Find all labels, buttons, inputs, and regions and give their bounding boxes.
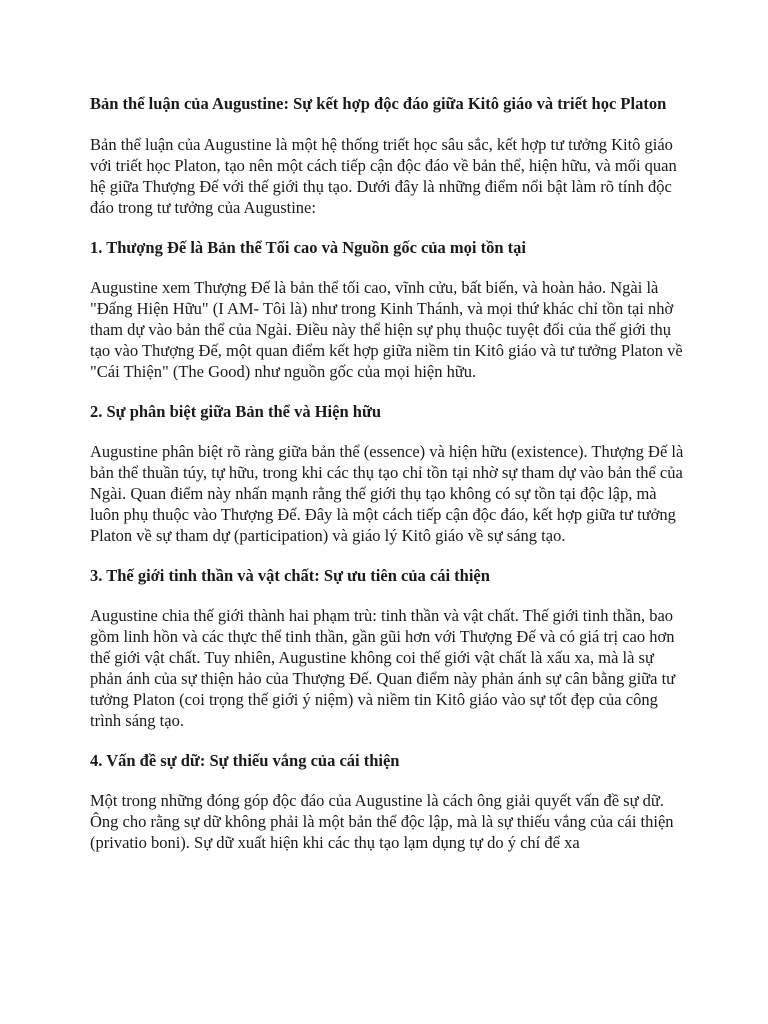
section-2-body: Augustine phân biệt rõ ràng giữa bản thể (essence) và hiện hữu (existence). Thượng Đế là bản thể thuần túy, tự hữu, trong khi các thụ tạo chỉ tồn tại nhờ sự tham dự vào bản thể của Ngài. Quan điểm này nhấn mạnh rằng thế giới thụ tạo không có sự tồn tại độc lập, mà luôn phụ thuộc vào Thượng Đế. Đây là một cách tiếp cận độc đáo, kết hợp giữa tư tưởng Platon về sự tham dự (participation) và giáo lý Kitô giáo về sự sáng tạo. bbox=[90, 442, 684, 545]
section-4-body: Một trong những đóng góp độc đáo của Augustine là cách ông giải quyết vấn đề sự dữ. Ông cho rằng sự dữ không phải là một bản thể độc lập, mà là sự thiếu vắng của cái thiện (privatio boni). Sự dữ xuất hiện khi các thụ tạo lạm dụng tự do ý chí để xa bbox=[90, 791, 674, 852]
section-2-heading: 2. Sự phân biệt giữa Bản thể và Hiện hữu bbox=[90, 402, 382, 421]
section-4-heading: 4. Vấn đề sự dữ: Sự thiếu vắng của cái thiện bbox=[90, 751, 400, 770]
document-title: Bản thể luận của Augustine: Sự kết hợp độc đáo giữa Kitô giáo và triết học Platon bbox=[90, 94, 667, 113]
section-1-heading: 1. Thượng Đế là Bản thể Tối cao và Nguồn gốc của mọi tồn tại bbox=[90, 238, 527, 257]
section-1-body: Augustine xem Thượng Đế là bản thể tối cao, vĩnh cửu, bất biến, và hoàn hảo. Ngài là "Đấng Hiện Hữu" (I AM- Tôi là) như trong Kinh Thánh, và mọi thứ khác chỉ tồn tại nhờ tham dự vào bản thể của Ngài. Điều này thể hiện sự phụ thuộc tuyệt đối của thế giới thụ tạo vào Thượng Đế, một quan điểm kết hợp giữa niềm tin Kitô giáo và tư tưởng Platon về "Cái Thiện" (The Good) như nguồn gốc của mọi hiện hữu. bbox=[90, 278, 683, 381]
section-3-heading: 3. Thế giới tinh thần và vật chất: Sự ưu tiên của cái thiện bbox=[90, 566, 490, 585]
intro-paragraph: Bản thể luận của Augustine là một hệ thống triết học sâu sắc, kết hợp tư tưởng Kitô giáo với triết học Platon, tạo nên một cách tiếp cận độc đáo về bản thể, hiện hữu, và mối quan hệ giữa Thượng Đế với thế giới thụ tạo. Dưới đây là những điểm nổi bật làm rõ tính độc đáo trong tư tưởng của Augustine: bbox=[90, 135, 677, 217]
document-page bbox=[90, 93, 686, 872]
section-3-body: Augustine chia thế giới thành hai phạm trù: tinh thần và vật chất. Thế giới tinh thần, bao gồm linh hồn và các thực thể tinh thần, gần gũi hơn với Thượng Đế và có giá trị cao hơn thế giới vật chất. Tuy nhiên, Augustine không coi thế giới vật chất là xấu xa, mà là sự phản ánh của sự thiện hảo của Thượng Đế. Quan điểm này phản ánh sự cân bằng giữa tư tưởng Platon (coi trọng thế giới ý niệm) và niềm tin Kitô giáo vào sự tốt đẹp của công trình sáng tạo. bbox=[90, 606, 676, 730]
